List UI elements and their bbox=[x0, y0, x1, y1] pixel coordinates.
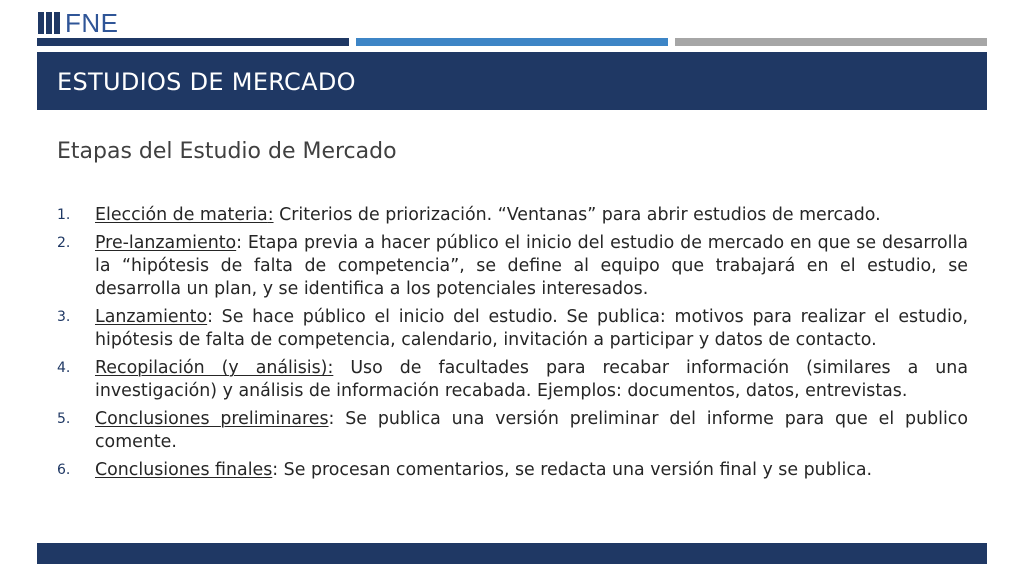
list-item bbox=[57, 306, 968, 352]
step-number: 3. bbox=[57, 309, 71, 325]
step-text: Se hace público el inicio del estudio. Se publica: motivos para realizar el estudio, hipótesis de falta de competencia, calendario, invitación a participar y datos de contacto. bbox=[95, 307, 968, 350]
footer-bar bbox=[37, 543, 987, 564]
step-body bbox=[95, 357, 968, 403]
step-body bbox=[95, 204, 968, 227]
step-text: Se publica una versión preliminar del informe para que el publico comente. bbox=[95, 409, 968, 452]
step-number: 2. bbox=[57, 235, 71, 251]
step-term: Conclusiones finales bbox=[95, 460, 273, 480]
step-body bbox=[95, 408, 968, 454]
logo-text: FNE bbox=[65, 8, 119, 38]
step-term: Conclusiones preliminares bbox=[95, 409, 329, 429]
step-term: Pre-lanzamiento bbox=[95, 233, 237, 253]
list-item bbox=[57, 232, 968, 301]
step-separator: : bbox=[327, 358, 334, 378]
step-term: Recopilación (y análisis) bbox=[95, 358, 328, 378]
step-separator: : bbox=[328, 409, 335, 429]
step-body bbox=[95, 459, 968, 482]
step-body bbox=[95, 232, 968, 301]
step-text: Uso de facultades para recabar información (similares a una investigación) y análisis de información recabada. Ejemplos: documentos, datos, entrevistas. bbox=[95, 358, 968, 401]
step-separator: : bbox=[267, 205, 274, 225]
step-number: 4. bbox=[57, 360, 71, 376]
steps-list bbox=[57, 204, 968, 487]
section-subtitle: Etapas del Estudio de Mercado bbox=[57, 139, 397, 164]
step-number: 5. bbox=[57, 411, 71, 427]
list-item bbox=[57, 408, 968, 454]
step-separator: : bbox=[236, 233, 243, 253]
step-text: Etapa previa a hacer público el inicio del estudio de mercado en que se desarrolla la “hipótesis de falta de competencia”, se define al equipo que trabajará en el estudio, se desarrolla un plan, y se identifica a los potenciales interesados. bbox=[95, 233, 968, 299]
step-number: 6. bbox=[57, 462, 71, 478]
logo-bars-icon bbox=[38, 12, 62, 34]
list-item bbox=[57, 357, 968, 403]
stripe-navy bbox=[37, 38, 349, 46]
step-body bbox=[95, 306, 968, 352]
step-text: Se procesan comentarios, se redacta una versión final y se publica. bbox=[278, 460, 873, 480]
header-bar bbox=[37, 52, 987, 110]
list-item bbox=[57, 459, 968, 482]
step-text: Criterios de priorización. “Ventanas” para abrir estudios de mercado. bbox=[273, 205, 881, 225]
page-title: ESTUDIOS DE MERCADO bbox=[57, 68, 356, 96]
step-number: 1. bbox=[57, 207, 71, 223]
step-separator: : bbox=[272, 460, 279, 480]
list-item bbox=[57, 204, 968, 227]
step-separator: : bbox=[207, 307, 213, 327]
fne-logo bbox=[38, 8, 119, 38]
stripe-gray bbox=[675, 38, 987, 46]
stripe-blue bbox=[356, 38, 668, 46]
step-term: Lanzamiento bbox=[95, 307, 208, 327]
step-term: Elección de materia bbox=[95, 205, 268, 225]
